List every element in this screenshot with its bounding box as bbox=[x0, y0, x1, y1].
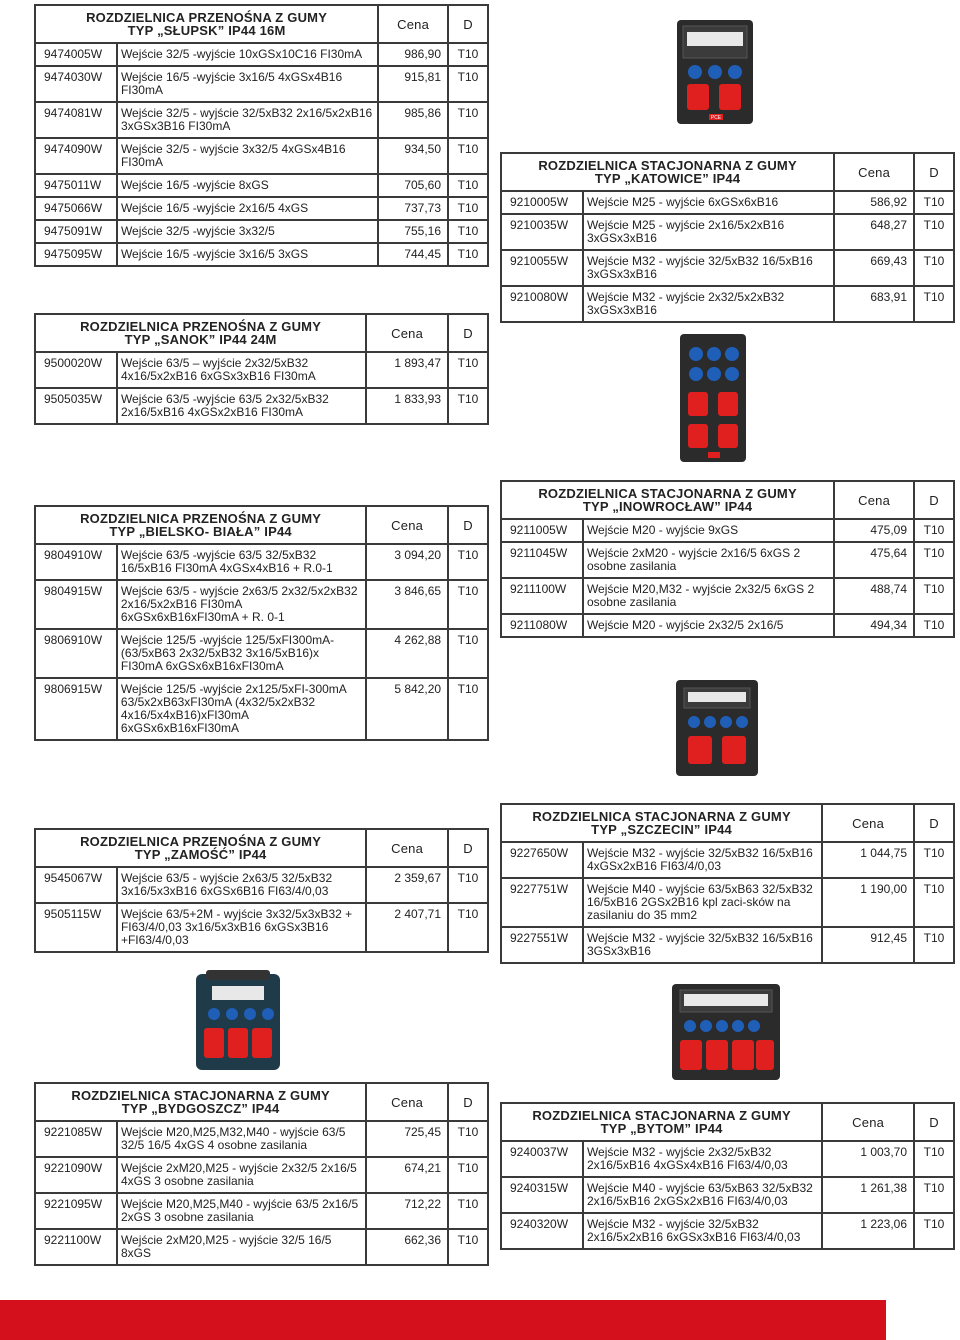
table-title-line1: ROZDZIELNICA STACJONARNA Z GUMY bbox=[532, 1108, 791, 1123]
table-header bbox=[501, 804, 954, 842]
price-cell: 1 190,00 bbox=[822, 878, 914, 927]
price-cell: 934,50 bbox=[378, 138, 448, 174]
product-description-cell: Wejście M32 - wyjście 2x32/5xB32 2x16/5xB16 4xGSx4xB16 FI63/4/0,03 bbox=[583, 1141, 822, 1177]
product-description-cell: Wejście 125/5 -wyjście 125/5xFI300mA-(63/5xB63 2x32/5xB32 3x16/5xB16)x FI30mA 6xGSx6xB16xFI30mA bbox=[117, 629, 366, 678]
table-row bbox=[501, 519, 954, 542]
price-column-header: Cena bbox=[366, 829, 448, 867]
product-code-cell: 9240320W bbox=[501, 1213, 583, 1249]
d-cell: T10 bbox=[448, 544, 488, 580]
product-description-cell: Wejście 32/5 - wyjście 32/5xB32 2x16/5x2xB16 3xGSx3B16 FI30mA bbox=[117, 102, 378, 138]
product-photo-katowice bbox=[675, 18, 755, 126]
product-code-cell: 9475095W bbox=[35, 243, 117, 266]
price-column-header: Cena bbox=[378, 5, 448, 43]
product-code-cell: 9545067W bbox=[35, 867, 117, 903]
table-katowice bbox=[500, 152, 955, 323]
table-row bbox=[35, 220, 488, 243]
table-title-line1: ROZDZIELNICA PRZENOŚNA Z GUMY bbox=[80, 834, 322, 849]
price-cell: 475,64 bbox=[834, 542, 914, 578]
d-cell: T10 bbox=[914, 578, 954, 614]
d-cell: T10 bbox=[448, 1157, 488, 1193]
table-bydgoszcz bbox=[34, 1082, 489, 1266]
d-cell: T10 bbox=[914, 878, 954, 927]
product-description-cell: Wejście M32 - wyjście 32/5xB32 16/5xB16 3xGSx3xB16 bbox=[583, 250, 834, 286]
d-column-header: D bbox=[914, 1103, 954, 1141]
product-code-cell: 9211100W bbox=[501, 578, 583, 614]
product-description-cell: Wejście 63/5 - wyjście 2x63/5 2x32/5x2xB32 2x16/5x2xB16 FI30mA 6xGSx6xB16xFI30mA + R. 0-1 bbox=[117, 580, 366, 629]
table-row bbox=[35, 867, 488, 903]
price-column-header: Cena bbox=[822, 804, 914, 842]
product-code-cell: 9475011W bbox=[35, 174, 117, 197]
d-cell: T10 bbox=[448, 903, 488, 952]
table-title-line2: TYP „SANOK” IP44 24M bbox=[124, 332, 277, 347]
table-title-line2: TYP „BIELSKO- BIAŁA” IP44 bbox=[109, 524, 292, 539]
table-szczecin bbox=[500, 803, 955, 964]
d-cell: T10 bbox=[914, 214, 954, 250]
price-cell: 744,45 bbox=[378, 243, 448, 266]
d-cell: T10 bbox=[914, 842, 954, 878]
table-header bbox=[35, 829, 488, 867]
table-body bbox=[501, 191, 954, 322]
photo-logo: PCE bbox=[710, 115, 722, 121]
d-column-header: D bbox=[914, 804, 954, 842]
table-title bbox=[501, 153, 834, 191]
product-photo-szczecin bbox=[670, 982, 782, 1082]
price-cell: 737,73 bbox=[378, 197, 448, 220]
product-photo-inowroclaw bbox=[678, 330, 748, 465]
price-cell: 475,09 bbox=[834, 519, 914, 542]
d-cell: T10 bbox=[448, 102, 488, 138]
price-column-header: Cena bbox=[366, 314, 448, 352]
table-row bbox=[35, 629, 488, 678]
table-body bbox=[501, 1141, 954, 1249]
price-cell: 488,74 bbox=[834, 578, 914, 614]
table-header bbox=[35, 314, 488, 352]
product-code-cell: 9221100W bbox=[35, 1229, 117, 1265]
product-code-cell: 9211005W bbox=[501, 519, 583, 542]
table-row bbox=[35, 678, 488, 740]
table-row bbox=[35, 66, 488, 102]
price-cell: 669,43 bbox=[834, 250, 914, 286]
table-slupsk bbox=[34, 4, 489, 267]
product-code-cell: 9227751W bbox=[501, 878, 583, 927]
table-body bbox=[35, 867, 488, 952]
product-code-cell: 9804910W bbox=[35, 544, 117, 580]
price-column-header: Cena bbox=[834, 153, 914, 191]
table-title-line2: TYP „ZAMOŚĆ” IP44 bbox=[134, 847, 267, 862]
table-header bbox=[501, 153, 954, 191]
table-header bbox=[501, 481, 954, 519]
table-row bbox=[501, 191, 954, 214]
product-description-cell: Wejście 2xM20,M25 - wyjście 2x32/5 2x16/5 4xGS 3 osobne zasilania bbox=[117, 1157, 366, 1193]
price-column-header: Cena bbox=[822, 1103, 914, 1141]
table-title bbox=[35, 5, 378, 43]
d-cell: T10 bbox=[448, 43, 488, 66]
price-cell: 494,34 bbox=[834, 614, 914, 637]
price-cell: 1 833,93 bbox=[366, 388, 448, 424]
product-description-cell: Wejście 63/5 – wyjście 2x32/5xB32 4x16/5x2xB16 6xGSx3xB16 FI30mA bbox=[117, 352, 366, 388]
product-description-cell: Wejście 16/5 -wyjście 3x16/5 4xGSx4B16 FI30mA bbox=[117, 66, 378, 102]
table-row bbox=[35, 544, 488, 580]
table-row bbox=[501, 878, 954, 927]
d-cell: T10 bbox=[448, 629, 488, 678]
table-row bbox=[501, 1213, 954, 1249]
table-zamosc bbox=[34, 828, 489, 953]
product-code-cell: 9505115W bbox=[35, 903, 117, 952]
table-title bbox=[35, 829, 366, 867]
d-cell: T10 bbox=[914, 286, 954, 322]
table-row bbox=[35, 1193, 488, 1229]
product-description-cell: Wejście 16/5 -wyjście 8xGS bbox=[117, 174, 378, 197]
product-description-cell: Wejście 32/5 -wyjście 3x32/5 bbox=[117, 220, 378, 243]
product-description-cell: Wejście M20 - wyjście 2x32/5 2x16/5 bbox=[583, 614, 834, 637]
product-description-cell: Wejście 125/5 -wyjście 2x125/5xFI-300mA 63/5x2xB63xFI30mA (4x32/5x2xB32 4x16/5x4xB16)xFI30mA 6xGSx6xB16xFI30mA bbox=[117, 678, 366, 740]
table-row bbox=[501, 614, 954, 637]
product-code-cell: 9475091W bbox=[35, 220, 117, 243]
d-cell: T10 bbox=[914, 542, 954, 578]
table-body bbox=[501, 842, 954, 963]
product-code-cell: 9804915W bbox=[35, 580, 117, 629]
table-row bbox=[501, 1177, 954, 1213]
product-code-cell: 9474081W bbox=[35, 102, 117, 138]
product-description-cell: Wejście M32 - wyjście 2x32/5x2xB32 3xGSx3xB16 bbox=[583, 286, 834, 322]
d-cell: T10 bbox=[914, 250, 954, 286]
table-title-line2: TYP „KATOWICE” IP44 bbox=[594, 171, 741, 186]
table-row bbox=[35, 388, 488, 424]
price-cell: 986,90 bbox=[378, 43, 448, 66]
table-row bbox=[35, 243, 488, 266]
product-description-cell: Wejście M20,M25,M32,M40 - wyjście 63/5 32/5 16/5 4xGS 4 osobne zasilania bbox=[117, 1121, 366, 1157]
d-cell: T10 bbox=[448, 243, 488, 266]
product-photo-inowroclaw-variant bbox=[672, 676, 762, 780]
table-title-line1: ROZDZIELNICA STACJONARNA Z GUMY bbox=[538, 158, 797, 173]
price-cell: 2 407,71 bbox=[366, 903, 448, 952]
table-row bbox=[501, 250, 954, 286]
product-code-cell: 9806915W bbox=[35, 678, 117, 740]
table-header bbox=[35, 1083, 488, 1121]
table-body bbox=[35, 352, 488, 424]
d-cell: T10 bbox=[914, 191, 954, 214]
d-cell: T10 bbox=[448, 197, 488, 220]
product-photo-zamosc bbox=[192, 968, 284, 1073]
d-cell: T10 bbox=[914, 1177, 954, 1213]
price-cell: 3 094,20 bbox=[366, 544, 448, 580]
product-description-cell: Wejście M20,M25,M40 - wyjście 63/5 2x16/5 2xGS 3 osobne zasilania bbox=[117, 1193, 366, 1229]
d-cell: T10 bbox=[448, 1229, 488, 1265]
price-cell: 3 846,65 bbox=[366, 580, 448, 629]
d-column-header: D bbox=[448, 5, 488, 43]
product-description-cell: Wejście 63/5 -wyjście 63/5 2x32/5xB32 2x16/5xB16 4xGSx2xB16 FI30mA bbox=[117, 388, 366, 424]
product-description-cell: Wejście 16/5 -wyjście 2x16/5 4xGS bbox=[117, 197, 378, 220]
price-cell: 586,92 bbox=[834, 191, 914, 214]
price-cell: 1 261,38 bbox=[822, 1177, 914, 1213]
table-title bbox=[501, 1103, 822, 1141]
product-description-cell: Wejście M32 - wyjście 32/5xB32 16/5xB16 4xGSx2xB16 FI63/4/0,03 bbox=[583, 842, 822, 878]
product-description-cell: Wejście M20 - wyjście 9xGS bbox=[583, 519, 834, 542]
product-code-cell: 9221090W bbox=[35, 1157, 117, 1193]
table-title-line2: TYP „BYTOM” IP44 bbox=[600, 1121, 723, 1136]
table-header bbox=[35, 5, 488, 43]
table-sanok bbox=[34, 313, 489, 425]
table-body bbox=[35, 544, 488, 740]
price-cell: 1 003,70 bbox=[822, 1141, 914, 1177]
table-body bbox=[35, 1121, 488, 1265]
price-cell: 912,45 bbox=[822, 927, 914, 963]
product-description-cell: Wejście M40 - wyjście 63/5xB63 32/5xB32 2x16/5xB16 2xGSx2xB16 FI63/4/0,03 bbox=[583, 1177, 822, 1213]
table-row bbox=[35, 174, 488, 197]
table-title bbox=[35, 506, 366, 544]
product-code-cell: 9210055W bbox=[501, 250, 583, 286]
table-title-line2: TYP „SŁUPSK” IP44 16M bbox=[127, 23, 286, 38]
table-row bbox=[35, 1121, 488, 1157]
product-description-cell: Wejście M20,M32 - wyjście 2x32/5 6xGS 2 osobne zasilania bbox=[583, 578, 834, 614]
d-column-header: D bbox=[914, 481, 954, 519]
product-code-cell: 9227650W bbox=[501, 842, 583, 878]
table-row bbox=[35, 903, 488, 952]
product-code-cell: 9474005W bbox=[35, 43, 117, 66]
price-cell: 683,91 bbox=[834, 286, 914, 322]
product-description-cell: Wejście 63/5 -wyjście 63/5 32/5xB32 16/5xB16 FI30mA 4xGSx4xB16 + R.0-1 bbox=[117, 544, 366, 580]
product-code-cell: 9210080W bbox=[501, 286, 583, 322]
product-description-cell: Wejście 2xM20,M25 - wyjście 32/5 16/5 8xGS bbox=[117, 1229, 366, 1265]
table-header bbox=[35, 506, 488, 544]
table-row bbox=[35, 102, 488, 138]
price-cell: 705,60 bbox=[378, 174, 448, 197]
table-body bbox=[501, 519, 954, 637]
table-title-line1: ROZDZIELNICA PRZENOŚNA Z GUMY bbox=[86, 10, 328, 25]
table-row bbox=[501, 214, 954, 250]
d-cell: T10 bbox=[448, 352, 488, 388]
product-description-cell: Wejście M32 - wyjście 32/5xB32 2x16/5x2xB16 6xGSx3xB16 FI63/4/0,03 bbox=[583, 1213, 822, 1249]
d-cell: T10 bbox=[448, 678, 488, 740]
product-code-cell: 9505035W bbox=[35, 388, 117, 424]
price-cell: 1 893,47 bbox=[366, 352, 448, 388]
product-code-cell: 9240037W bbox=[501, 1141, 583, 1177]
table-title-line2: TYP „BYDGOSZCZ” IP44 bbox=[121, 1101, 280, 1116]
product-code-cell: 9806910W bbox=[35, 629, 117, 678]
table-title-line1: ROZDZIELNICA PRZENOŚNA Z GUMY bbox=[80, 511, 322, 526]
table-inowroclaw bbox=[500, 480, 955, 638]
table-row bbox=[501, 1141, 954, 1177]
d-column-header: D bbox=[448, 314, 488, 352]
d-cell: T10 bbox=[914, 927, 954, 963]
price-cell: 674,21 bbox=[366, 1157, 448, 1193]
product-description-cell: Wejście 2xM20 - wyjście 2x16/5 6xGS 2 osobne zasilania bbox=[583, 542, 834, 578]
d-cell: T10 bbox=[448, 1121, 488, 1157]
price-cell: 1 223,06 bbox=[822, 1213, 914, 1249]
table-title-line1: ROZDZIELNICA STACJONARNA Z GUMY bbox=[538, 486, 797, 501]
table-title-line1: ROZDZIELNICA STACJONARNA Z GUMY bbox=[71, 1088, 330, 1103]
table-title bbox=[501, 804, 822, 842]
d-cell: T10 bbox=[448, 580, 488, 629]
product-code-cell: 9500020W bbox=[35, 352, 117, 388]
table-row bbox=[501, 286, 954, 322]
price-cell: 1 044,75 bbox=[822, 842, 914, 878]
table-row bbox=[501, 842, 954, 878]
table-row bbox=[501, 542, 954, 578]
d-column-header: D bbox=[448, 1083, 488, 1121]
product-description-cell: Wejście M25 - wyjście 6xGSx6xB16 bbox=[583, 191, 834, 214]
table-row bbox=[35, 352, 488, 388]
table-header bbox=[501, 1103, 954, 1141]
product-code-cell: 9227551W bbox=[501, 927, 583, 963]
product-description-cell: Wejście 63/5+2M - wyjście 3x32/5x3xB32 + FI63/4/0,03 3x16/5x3xB16 6xGSx3B16 +FI63/4/0,03 bbox=[117, 903, 366, 952]
d-cell: T10 bbox=[448, 220, 488, 243]
product-description-cell: Wejście M40 - wyjście 63/5xB63 32/5xB32 16/5xB16 2GSx2B16 kpl zaci-sków na zasilaniu do 35 mm2 bbox=[583, 878, 822, 927]
table-title bbox=[35, 1083, 366, 1121]
d-cell: T10 bbox=[914, 1141, 954, 1177]
table-row bbox=[35, 197, 488, 220]
d-column-header: D bbox=[448, 829, 488, 867]
price-cell: 985,86 bbox=[378, 102, 448, 138]
price-cell: 712,22 bbox=[366, 1193, 448, 1229]
product-code-cell: 9475066W bbox=[35, 197, 117, 220]
product-description-cell: Wejście M32 - wyjście 32/5xB32 16/5xB16 3GSx3xB16 bbox=[583, 927, 822, 963]
d-cell: T10 bbox=[448, 867, 488, 903]
price-cell: 4 262,88 bbox=[366, 629, 448, 678]
table-bielsko-biala bbox=[34, 505, 489, 741]
price-cell: 755,16 bbox=[378, 220, 448, 243]
table-title-line2: TYP „INOWROCŁAW” IP44 bbox=[582, 499, 753, 514]
product-code-cell: 9240315W bbox=[501, 1177, 583, 1213]
price-cell: 5 842,20 bbox=[366, 678, 448, 740]
product-code-cell: 9211045W bbox=[501, 542, 583, 578]
price-cell: 648,27 bbox=[834, 214, 914, 250]
d-cell: T10 bbox=[448, 138, 488, 174]
table-row bbox=[501, 927, 954, 963]
table-body bbox=[35, 43, 488, 266]
product-description-cell: Wejście 32/5 - wyjście 3x32/5 4xGSx4B16 FI30mA bbox=[117, 138, 378, 174]
price-cell: 662,36 bbox=[366, 1229, 448, 1265]
price-cell: 725,45 bbox=[366, 1121, 448, 1157]
table-row bbox=[35, 138, 488, 174]
table-row bbox=[501, 578, 954, 614]
price-column-header: Cena bbox=[366, 506, 448, 544]
footer-red-bar bbox=[0, 1300, 886, 1340]
product-code-cell: 9210035W bbox=[501, 214, 583, 250]
product-code-cell: 9474090W bbox=[35, 138, 117, 174]
table-title bbox=[35, 314, 366, 352]
price-cell: 2 359,67 bbox=[366, 867, 448, 903]
price-column-header: Cena bbox=[834, 481, 914, 519]
table-row bbox=[35, 1157, 488, 1193]
product-code-cell: 9221095W bbox=[35, 1193, 117, 1229]
product-code-cell: 9211080W bbox=[501, 614, 583, 637]
price-cell: 915,81 bbox=[378, 66, 448, 102]
d-cell: T10 bbox=[448, 66, 488, 102]
table-title-line1: ROZDZIELNICA STACJONARNA Z GUMY bbox=[532, 809, 791, 824]
d-cell: T10 bbox=[914, 519, 954, 542]
table-title-line1: ROZDZIELNICA PRZENOŚNA Z GUMY bbox=[80, 319, 322, 334]
d-cell: T10 bbox=[914, 614, 954, 637]
d-cell: T10 bbox=[914, 1213, 954, 1249]
d-column-header: D bbox=[914, 153, 954, 191]
table-title bbox=[501, 481, 834, 519]
product-code-cell: 9474030W bbox=[35, 66, 117, 102]
d-cell: T10 bbox=[448, 1193, 488, 1229]
table-bytom bbox=[500, 1102, 955, 1250]
d-cell: T10 bbox=[448, 388, 488, 424]
table-row bbox=[35, 1229, 488, 1265]
product-description-cell: Wejście 16/5 -wyjście 3x16/5 3xGS bbox=[117, 243, 378, 266]
table-row bbox=[35, 43, 488, 66]
d-cell: T10 bbox=[448, 174, 488, 197]
product-description-cell: Wejście 32/5 -wyjście 10xGSx10C16 FI30mA bbox=[117, 43, 378, 66]
product-description-cell: Wejście M25 - wyjście 2x16/5x2xB16 3xGSx3xB16 bbox=[583, 214, 834, 250]
d-column-header: D bbox=[448, 506, 488, 544]
product-code-cell: 9221085W bbox=[35, 1121, 117, 1157]
table-row bbox=[35, 580, 488, 629]
product-description-cell: Wejście 63/5 - wyjście 2x63/5 32/5xB32 3x16/5x3xB16 6xGSx6B16 FI63/4/0,03 bbox=[117, 867, 366, 903]
price-column-header: Cena bbox=[366, 1083, 448, 1121]
table-title-line2: TYP „SZCZECIN” IP44 bbox=[591, 822, 732, 837]
product-code-cell: 9210005W bbox=[501, 191, 583, 214]
